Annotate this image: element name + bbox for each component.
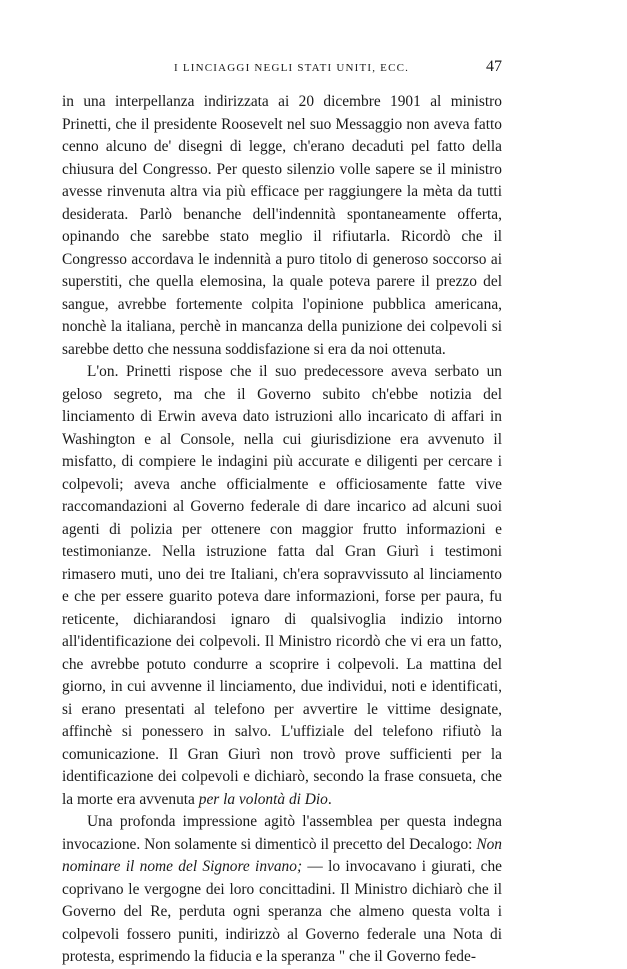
italic-phrase: Non nominare il nome del Signore invano; (62, 835, 502, 875)
paragraph-impression (62, 811, 502, 969)
paragraph-text: in una interpellanza indirizzata ai 20 dicembre 1901 al ministro Prinetti, che il presidente Roosevelt nel suo Messaggio non aveva fatto cenno alcuno de' disegni di legge, ch'erano decaduti pel fatto della chiusura del Congresso. Per questo silenzio volle sapere se il ministro avesse rinvenuta altra via più efficace per raggiungere la mèta da tutti desiderata. Parlò benanche dell'indennità spontaneamente offerta, opinando che sarebbe stato meglio il rifiutarla. Ricordò che il Congresso accordava le indennità a puro titolo di generoso soccorso ai superstiti, che quella elemosina, la quale poteva parere il prezzo del sangue, avrebbe fortemente colpita l'opinione pubblica americana, nonchè la italiana, perchè in mancanza della punizione dei colpevoli si sarebbe detto che nessuna soddisfazione si era da noi ottenuta. (62, 93, 502, 358)
paragraph-text: L'on. Prinetti rispose che il suo predecessore aveva serbato un geloso segreto, ma che il Governo subito ch'ebbe notizia del linciamento di Erwin aveva dato istruzioni allo incaricato di affari in Washington e al Console, nella cui giurisdizione era avvenuto il misfatto, di compiere le indagini più accurate e diligenti per cercare i colpevoli; aveva anche officialmente e officiosamente fatte vive raccomandazioni al Governo federale di dare incarico ad alcuni suoi agenti di polizia per ottenere con maggior frutto informazioni e testimonianze. Nella istruzione fatta dal Gran Giurì i testimoni rimasero muti, uno dei tre Italiani, ch'era sopravvissuto al linciamento e che per essere guarito poteva dare informazioni, forse per paura, fu reticente, dichiarandosi ignaro di qualsivoglia indizio intorno all'identificazione dei colpevoli. Il Ministro ricordò che vi era un fatto, che avrebbe potuto condurre a scoprire i colpevoli. La mattina del giorno, in cui avvenne il linciamento, due individui, noti e identificati, si erano presentati al telefono per avvertire le vittime designate, affinchè si ponessero in salvo. L'uffiziale del telefono rifiutò la comunicazione. Il Gran Giurì non trovò prove sufficienti per la identificazione dei colpevoli e dichiarò, secondo la frase consueta, che la morte era avvenuta (62, 363, 502, 808)
paragraph-continuation (62, 91, 502, 361)
body-text (62, 91, 502, 969)
italic-phrase: per la volontà di Dio (198, 790, 328, 808)
running-head (62, 60, 502, 80)
paragraph-text-end: — lo invocavano i giurati, che coprivano le vergogne dei loro concittadini. Il Ministro dichiarò che il Governo del Re, perduta ogni speranza che almeno questa volta i colpevoli fossero puniti, indirizzò al Governo federale una Nota di protesta, esprimendo la fiducia e la speranza " che il Governo fede- (62, 858, 502, 965)
paragraph-text: Una profonda impressione agitò l'assemblea per questa indegna invocazione. Non solamente si dimenticò il precetto del Decalogo: (62, 813, 502, 853)
paragraph-text-end: . (327, 790, 332, 808)
page-number: 47 (486, 58, 502, 75)
running-title: I LINCIAGGI NEGLI STATI UNITI, ECC. (174, 62, 410, 74)
paragraph-prinetti-reply (62, 361, 502, 811)
